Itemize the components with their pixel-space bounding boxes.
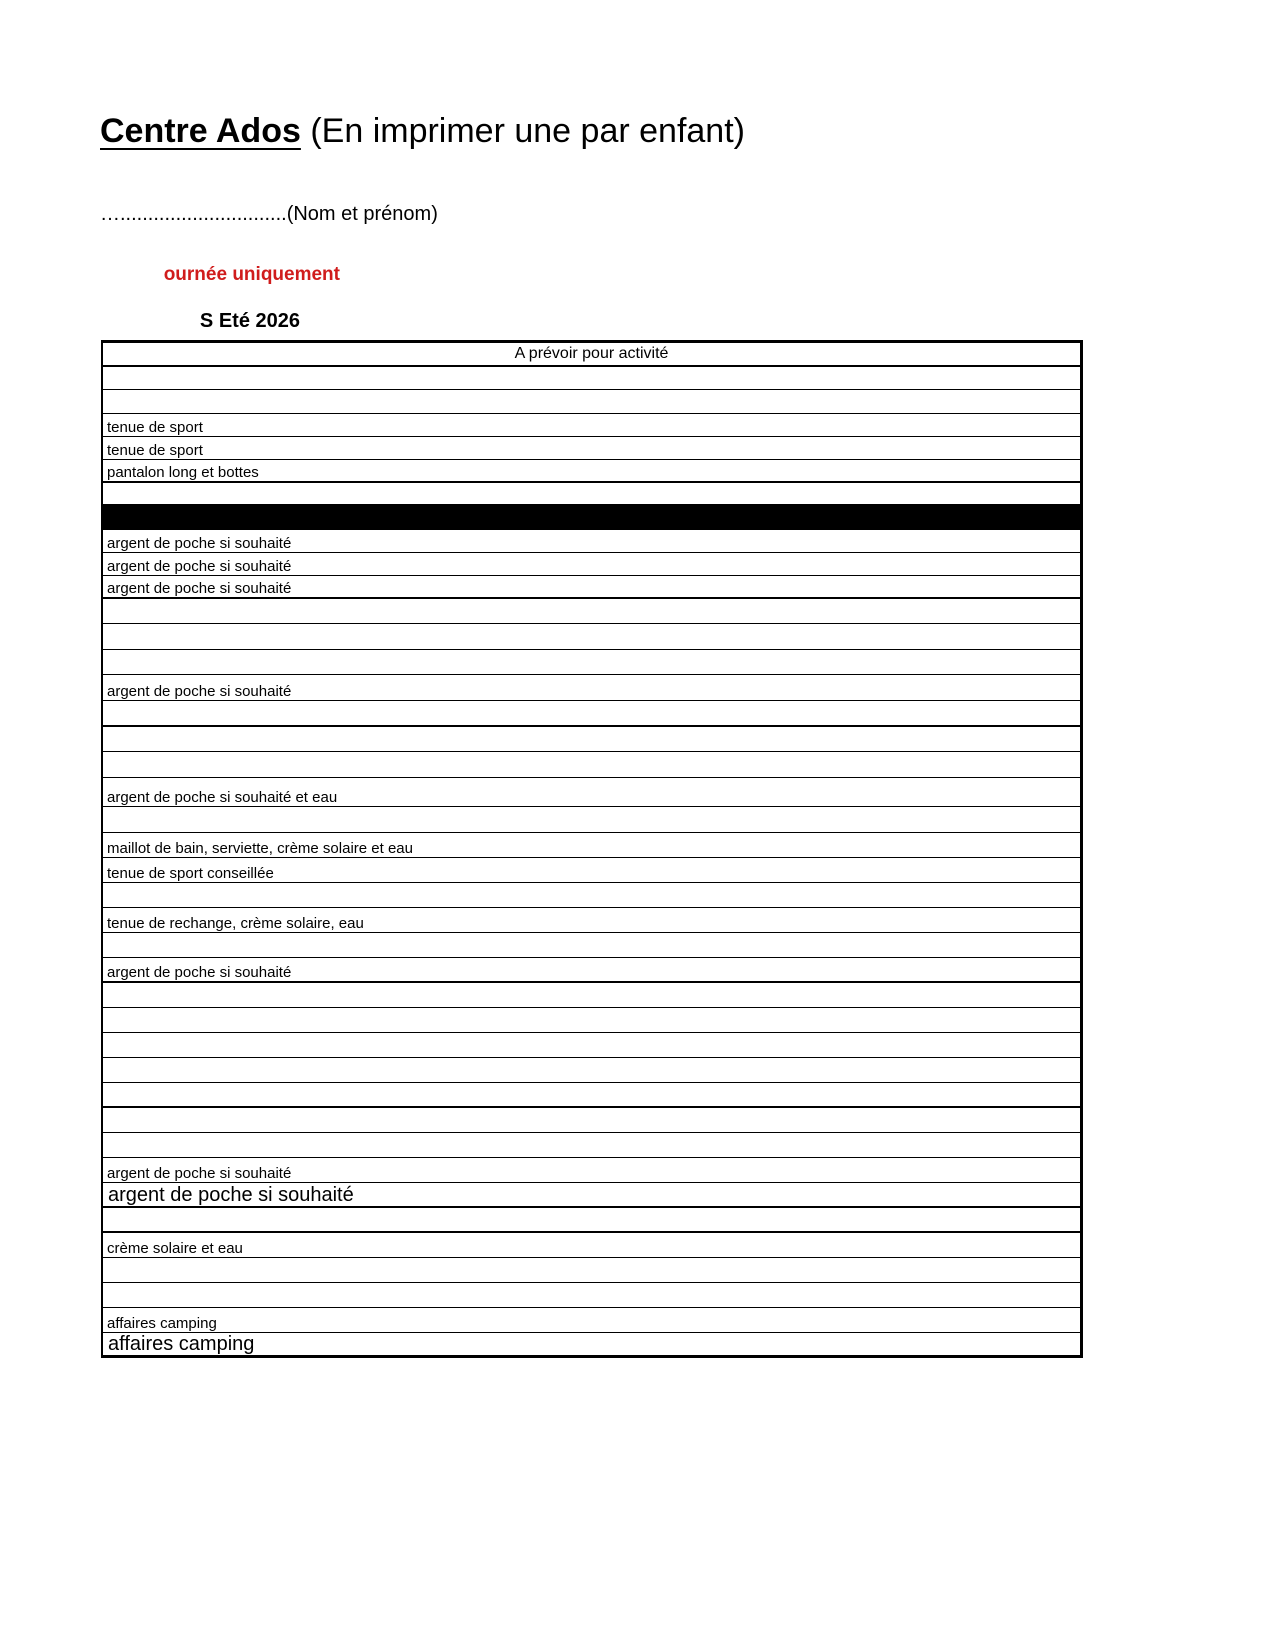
table-row [103, 807, 1080, 833]
table-row [103, 390, 1080, 414]
table-row [103, 908, 1080, 933]
table-row [103, 650, 1080, 675]
activity-requirement: argent de poche si souhaité [107, 1165, 292, 1182]
table-row [103, 1008, 1080, 1033]
activity-table [101, 340, 1083, 1358]
table-row [103, 933, 1080, 958]
title-sub: (En imprimer une par enfant) [310, 112, 745, 150]
table-row [103, 1208, 1080, 1233]
table-row [103, 576, 1080, 599]
table-header [103, 343, 1080, 367]
table-row [103, 437, 1080, 460]
table-row [103, 675, 1080, 701]
season-heading [100, 310, 300, 340]
table-row [103, 1058, 1080, 1083]
table-header-label: A prévoir pour activité [514, 345, 669, 362]
table-row [103, 778, 1080, 807]
activity-requirement: tenue de sport [107, 419, 203, 436]
activity-requirement: affaires camping [107, 1315, 217, 1332]
activity-requirement: maillot de bain, serviette, crème solaire et eau [107, 840, 413, 857]
table-row [103, 701, 1080, 727]
table-row [103, 727, 1080, 752]
table-row [103, 599, 1080, 624]
activity-requirement: tenue de rechange, crème solaire, eau [107, 915, 364, 932]
table-row [103, 858, 1080, 883]
table-row [103, 460, 1080, 483]
table-row [103, 1258, 1080, 1283]
name-field-line: …..............................(Nom et prénom) [100, 203, 438, 225]
activity-requirement: argent de poche si souhaité [108, 1184, 354, 1206]
table-row [103, 506, 1080, 530]
table-row [103, 414, 1080, 437]
title-main: Centre Ados [100, 112, 301, 150]
activity-requirement: argent de poche si souhaité et eau [107, 789, 338, 806]
season-heading-text: S Eté 2026 [199, 310, 300, 332]
table-row [103, 1308, 1080, 1333]
journee-note [100, 264, 340, 292]
table-row [103, 958, 1080, 983]
journee-note-text: ournée uniquement [163, 264, 340, 285]
table-row [103, 883, 1080, 908]
activity-requirement: pantalon long et bottes [107, 464, 259, 481]
table-row [103, 1233, 1080, 1258]
table-row [103, 553, 1080, 576]
table-row [103, 367, 1080, 390]
table-row [103, 1333, 1083, 1358]
table-row [103, 983, 1080, 1008]
table-row [103, 1158, 1080, 1183]
activity-requirement: tenue de sport conseillée [107, 865, 274, 882]
activity-requirement: argent de poche si souhaité [107, 580, 292, 597]
table-row [103, 530, 1080, 553]
activity-requirement: affaires camping [108, 1333, 255, 1355]
table-row [103, 1183, 1083, 1208]
activity-requirement: crème solaire et eau [107, 1240, 243, 1257]
page-title [100, 112, 745, 151]
activity-requirement: argent de poche si souhaité [107, 558, 292, 575]
table-row [103, 1283, 1080, 1308]
activity-requirement: argent de poche si souhaité [107, 683, 292, 700]
table-row [103, 1083, 1080, 1108]
table-row [103, 833, 1080, 858]
table-row [103, 752, 1080, 778]
activity-requirement: tenue de sport [107, 442, 203, 459]
table-row [103, 1133, 1080, 1158]
table-row [103, 483, 1080, 506]
activity-requirement: argent de poche si souhaité [107, 535, 292, 552]
table-row [103, 624, 1080, 650]
activity-requirement: argent de poche si souhaité [107, 964, 292, 981]
table-row [103, 1033, 1080, 1058]
table-row [103, 1108, 1080, 1133]
